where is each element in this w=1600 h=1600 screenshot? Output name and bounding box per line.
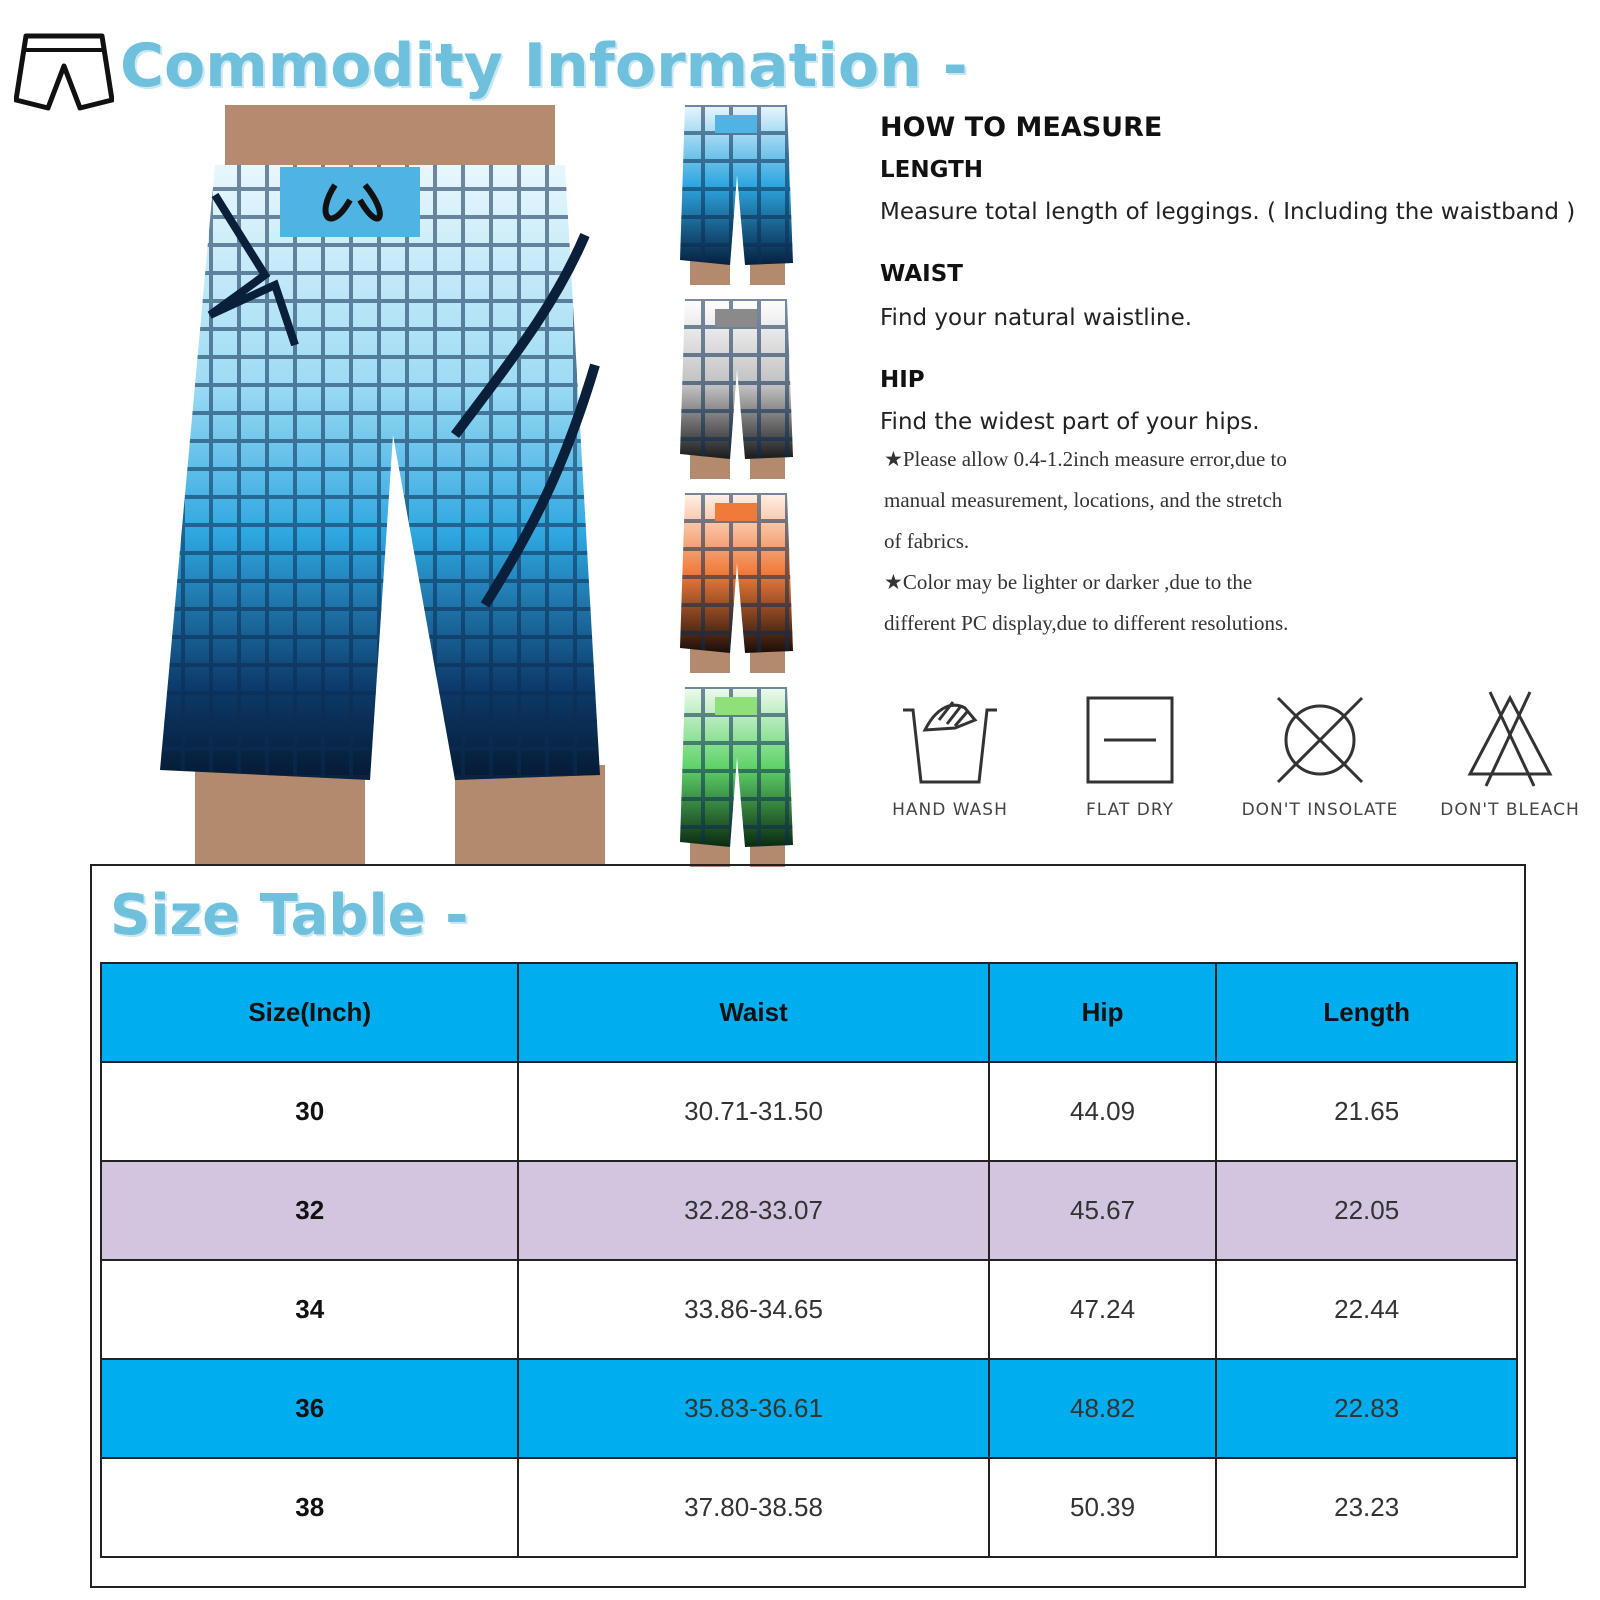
waist-cell: 35.83-36.61	[518, 1359, 988, 1458]
thumbnail-grey[interactable]	[675, 299, 800, 479]
length-cell: 21.65	[1216, 1062, 1517, 1161]
hip-title: HIP	[880, 367, 925, 393]
flat-dry-label: FLAT DRY	[1086, 800, 1174, 820]
table-row	[101, 1161, 1517, 1260]
table-row	[101, 1458, 1517, 1557]
dont-insolate-icon	[1270, 690, 1370, 790]
table-header-row	[101, 963, 1517, 1062]
column-header: Hip	[989, 963, 1217, 1062]
care-dont-insolate	[1240, 690, 1400, 820]
size-cell: 38	[101, 1458, 518, 1557]
size-cell: 32	[101, 1161, 518, 1260]
page-title: Commodity Information -	[120, 31, 968, 101]
hip-cell: 50.39	[989, 1458, 1217, 1557]
hip-cell: 47.24	[989, 1260, 1217, 1359]
length-cell: 23.23	[1216, 1458, 1517, 1557]
size-cell: 34	[101, 1260, 518, 1359]
hip-text: Find the widest part of your hips.	[880, 409, 1260, 435]
length-cell: 22.83	[1216, 1359, 1517, 1458]
color-thumbnails	[675, 105, 800, 881]
column-header: Length	[1216, 963, 1517, 1062]
dont-insolate-label: DON'T INSOLATE	[1241, 800, 1399, 820]
thumbnail-orange[interactable]	[675, 493, 800, 673]
dont-bleach-icon	[1460, 690, 1560, 790]
waist-cell: 30.71-31.50	[518, 1062, 988, 1161]
how-to-measure	[880, 112, 1590, 644]
table-row	[101, 1359, 1517, 1458]
note-line: ★Please allow 0.4-1.2inch measure error,due to	[884, 447, 1287, 471]
column-header: Size(Inch)	[101, 963, 518, 1062]
note-line: of fabrics.	[884, 529, 970, 553]
note-line: ★Color may be lighter or darker ,due to the	[884, 570, 1253, 594]
hand-wash-icon	[895, 690, 1005, 790]
hip-cell: 44.09	[989, 1062, 1217, 1161]
hip-cell: 45.67	[989, 1161, 1217, 1260]
length-cell: 22.44	[1216, 1260, 1517, 1359]
note-line: manual measurement, locations, and the stretch	[884, 488, 1283, 512]
product-photo-main	[155, 105, 625, 865]
table-row	[101, 1260, 1517, 1359]
thumbnail-blue[interactable]	[675, 105, 800, 285]
column-header: Waist	[518, 963, 988, 1062]
hand-wash-label: HAND WASH	[892, 800, 1008, 820]
length-cell: 22.05	[1216, 1161, 1517, 1260]
care-flat-dry	[1060, 690, 1200, 820]
flat-dry-icon	[1080, 690, 1180, 790]
shorts-icon	[14, 28, 114, 118]
table-row	[101, 1062, 1517, 1161]
note-line: different PC display,due to different resolutions.	[884, 611, 1289, 635]
waist-text: Find your natural waistline.	[880, 305, 1193, 331]
waist-cell: 37.80-38.58	[518, 1458, 988, 1557]
size-cell: 36	[101, 1359, 518, 1458]
waist-cell: 33.86-34.65	[518, 1260, 988, 1359]
size-cell: 30	[101, 1062, 518, 1161]
thumbnail-green[interactable]	[675, 687, 800, 867]
care-dont-bleach	[1430, 690, 1590, 820]
size-table-title: Size Table -	[110, 883, 469, 948]
care-hand-wash	[880, 690, 1020, 820]
waist-title: WAIST	[880, 261, 963, 287]
hip-cell: 48.82	[989, 1359, 1217, 1458]
measure-heading: HOW TO MEASURE	[880, 112, 1163, 143]
length-text: Measure total length of leggings. ( Including the waistband )	[880, 199, 1576, 225]
length-title: LENGTH	[880, 157, 984, 183]
size-table	[100, 962, 1518, 1558]
waist-cell: 32.28-33.07	[518, 1161, 988, 1260]
measure-notes	[880, 439, 1590, 644]
dont-bleach-label: DON'T BLEACH	[1440, 800, 1580, 820]
